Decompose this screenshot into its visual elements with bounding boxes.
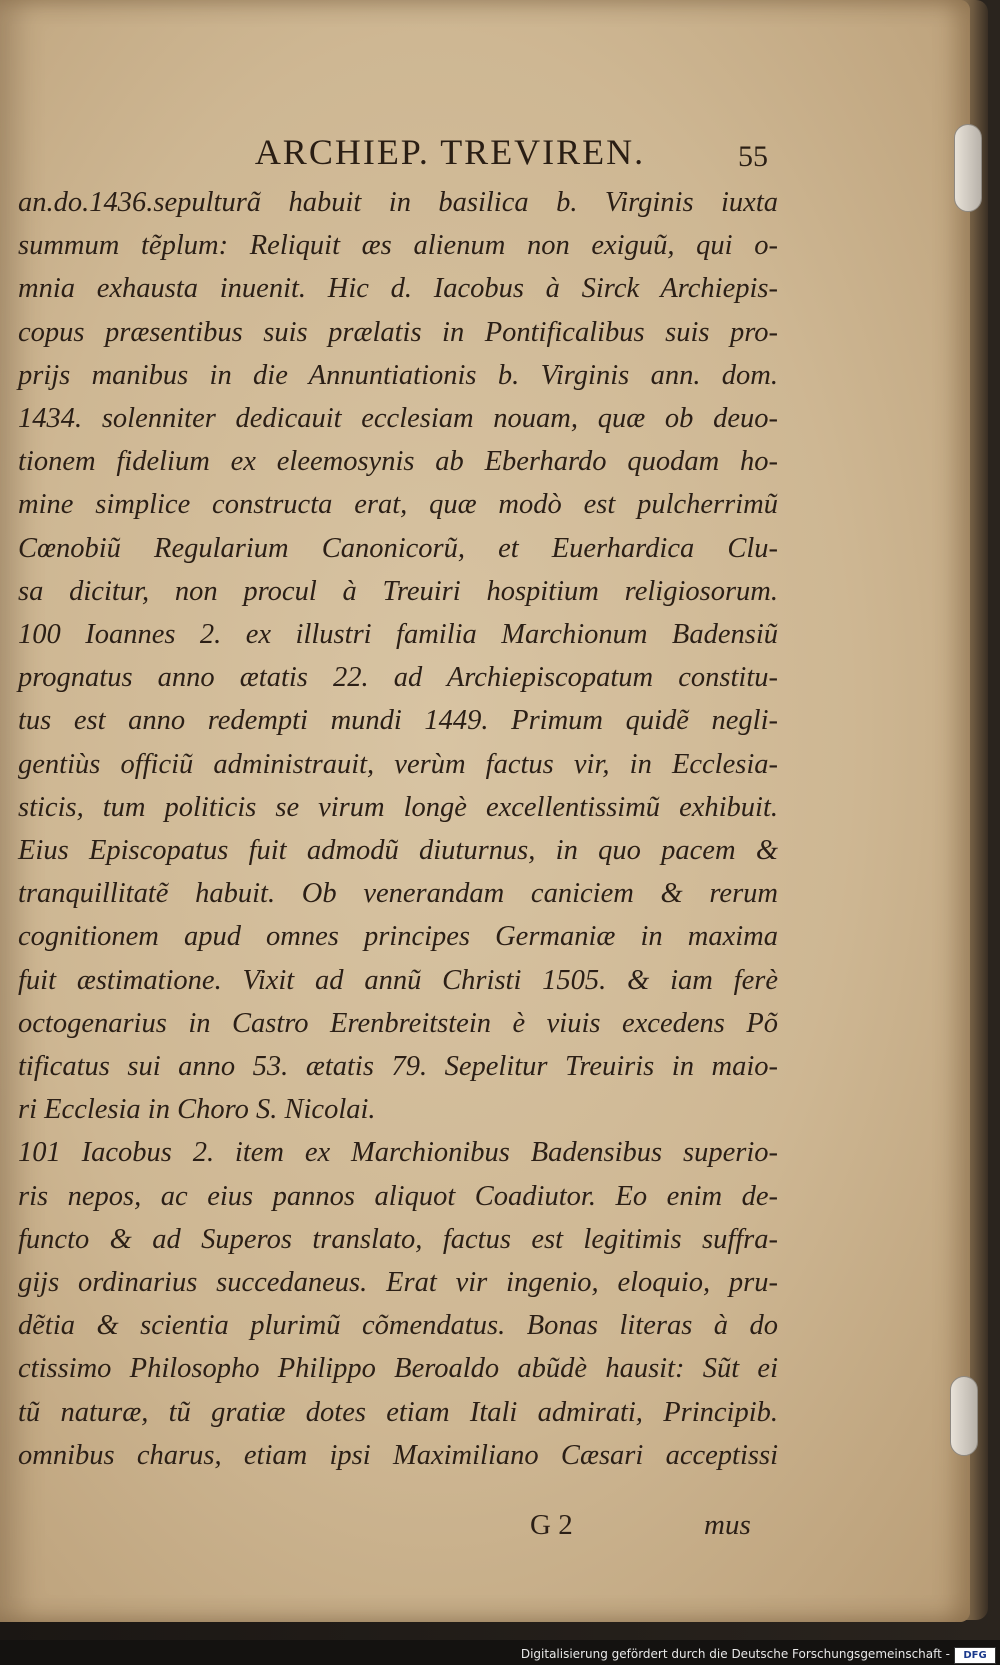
text-line: an.do.1436.sepulturã habuit in basilica b. Virginis iuxta bbox=[18, 187, 778, 218]
running-head: ARCHIEP. TREVIREN. bbox=[254, 132, 646, 172]
text-line: ri Ecclesia in Choro S. Nicolai. bbox=[18, 1094, 376, 1126]
funding-notice: Digitalisierung gefördert durch die Deutsche Forschungsgemeinschaft - bbox=[520, 1647, 950, 1661]
text-line: octogenarius in Castro Erenbreitstein è viuis excedens Põ bbox=[18, 1007, 778, 1039]
digitization-footer bbox=[0, 1646, 1000, 1665]
body-text bbox=[18, 181, 778, 1477]
text-line: prognatus anno ætatis 22. ad Archiepiscopatum constitu- bbox=[18, 662, 778, 694]
text-line: ctissimo Philosopho Philippo Beroaldo abũdè hausit: Sũt ei bbox=[18, 1353, 778, 1385]
text-line: 1434. solenniter dedicauit ecclesiam nouam, quæ ob deuo- bbox=[18, 403, 778, 435]
text-line: tranquillitatẽ habuit. Ob venerandam caniciem & rerum bbox=[18, 878, 778, 910]
page-clip-top bbox=[954, 124, 982, 212]
catchword: mus bbox=[704, 1509, 751, 1541]
page-clip-bottom bbox=[950, 1376, 978, 1456]
text-line: copus præsentibus suis prælatis in Pontificalibus suis pro- bbox=[18, 316, 778, 348]
text-line: gijs ordinarius succedaneus. Erat vir ingenio, eloquio, pru- bbox=[18, 1267, 778, 1299]
signature-mark: G 2 bbox=[530, 1509, 573, 1541]
text-line: Cœnobiũ Regularium Canonicorũ, et Euerhardica Clu- bbox=[18, 532, 778, 564]
text-line: Eius Episcopatus fuit admodũ diuturnus, in quo pacem & bbox=[18, 835, 778, 867]
text-line: prijs manibus in die Annuntiationis b. Virginis ann. dom. bbox=[18, 359, 778, 391]
text-line: functo & ad Superos translato, factus est legitimis suffra- bbox=[18, 1223, 778, 1255]
text-line: ris nepos, ac eius pannos aliquot Coadiutor. Eo enim de- bbox=[18, 1180, 778, 1212]
text-line: tificatus sui anno 53. ætatis 79. Sepelitur Treuiris in maio- bbox=[18, 1051, 778, 1083]
page-footer-marks bbox=[0, 1509, 780, 1549]
page-number: 55 bbox=[738, 140, 768, 173]
text-line: 101 Iacobus 2. item ex Marchionibus Badensibus superio- bbox=[18, 1137, 778, 1169]
text-line: 100 Ioannes 2. ex illustri familia Marchionum Badensiũ bbox=[18, 619, 778, 651]
text-line: sa dicitur, non procul à Treuiri hospitium religiosorum. bbox=[18, 575, 778, 607]
text-line: summum tẽplum: Reliquit æs alienum non exiguũ, qui o- bbox=[18, 230, 778, 262]
text-line: dẽtia & scientia plurimũ cõmendatus. Bonas literas à do bbox=[18, 1310, 778, 1342]
text-line: omnibus charus, etiam ipsi Maximiliano Cæsari acceptissi bbox=[18, 1439, 778, 1471]
text-line: tũ naturæ, tũ gratiæ dotes etiam Itali admirati, Principib. bbox=[18, 1396, 778, 1428]
text-line: fuit æstimatione. Vixit ad annũ Christi 1505. & iam ferè bbox=[18, 964, 778, 996]
text-line: gentiùs officiũ administrauit, verùm factus vir, in Ecclesia- bbox=[18, 748, 778, 780]
text-line: tionem fidelium ex eleemosynis ab Eberhardo quodam ho- bbox=[18, 446, 778, 478]
text-line: cognitionem apud omnes principes Germaniæ in maxima bbox=[18, 921, 778, 953]
text-line: tus est anno redempti mundi 1449. Primum quidẽ negli- bbox=[18, 705, 778, 737]
text-line: mine simplice constructa erat, quæ modò est pulcherrimũ bbox=[18, 489, 778, 521]
dfg-logo: DFG bbox=[954, 1647, 996, 1664]
text-line: sticis, tum politicis se virum longè excellentissimũ exhibuit. bbox=[18, 791, 778, 823]
text-line: mnia exhausta inuenit. Hic d. Iacobus à Sirck Archiepis- bbox=[18, 273, 778, 305]
